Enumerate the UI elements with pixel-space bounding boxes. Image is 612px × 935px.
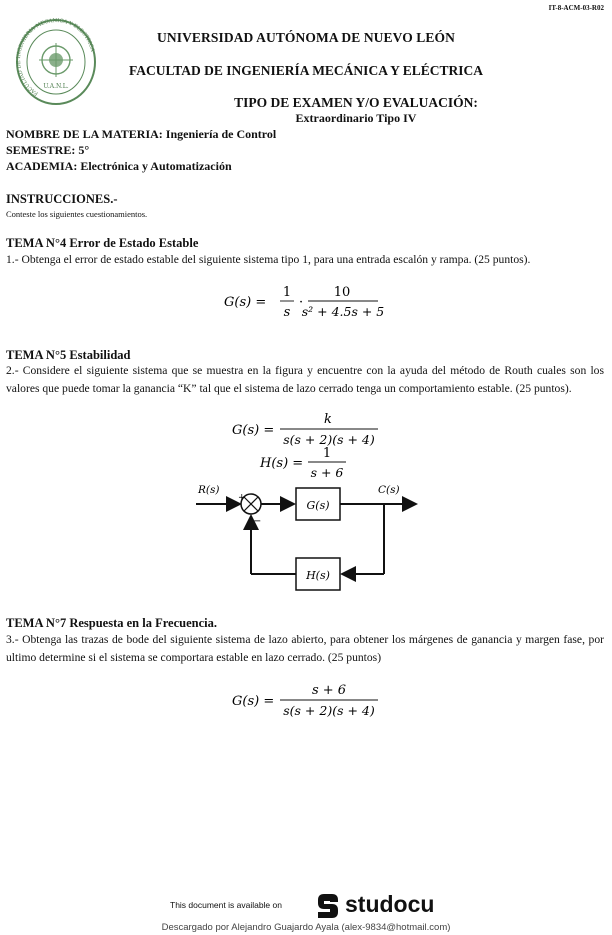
topic7-equation (228, 680, 398, 722)
exam-type-value: Extraordinario Tipo IV (295, 111, 417, 125)
university-name: UNIVERSIDAD AUTÓNOMA DE NUEVO LEÓN (157, 30, 455, 45)
topic5-h-den: s + 6 (310, 465, 344, 480)
topic5-h-num: 1 (322, 446, 332, 461)
studocu-brand: studocu (345, 891, 435, 917)
seal-bottom-text: U.A.N.L. (43, 83, 69, 90)
topic4-equation (220, 282, 390, 322)
topic7-eq-lhs: G(s) = (232, 694, 275, 709)
faculty-name: FACULTAD DE INGENIERÍA MECÁNICA Y ELÉCTRICA (129, 63, 483, 78)
instructions-text: Conteste los siguientes cuestionamientos. (6, 209, 148, 219)
topic5-h-lhs: H(s) = (260, 456, 304, 471)
forward-block-label: G(s) (306, 499, 330, 512)
semester-line: SEMESTRE: 5° (6, 143, 90, 157)
topic4-eq-dot: · (299, 295, 304, 310)
topic4-frac2-den: s² + 4.5s + 5 (301, 304, 385, 319)
topic4-eq-lhs: G(s) = (224, 295, 267, 310)
downloaded-by: Descargado por Alejandro Guajardo Ayala (alex-9834@hotmail.com) (161, 922, 451, 933)
topic5-g-num: k (324, 412, 332, 427)
topic5-text: 2.- Considere el siguiente sistema que se muestra en la figura y encuentre con la ayuda del método de Routh cuales son los valores que puede tomar la ganancia “K” tal que el sistema de lazo cerrado tenga un comportamiento estable. (25 puntos). (6, 364, 604, 395)
subject-line: NOMBRE DE LA MATERIA: Ingeniería de Control (6, 127, 277, 141)
topic7-heading: TEMA N°7 Respuesta en la Frecuencia. (6, 616, 218, 630)
topic5-g-den: s(s + 2)(s + 4) (283, 432, 375, 447)
feedback-block-label: H(s) (306, 569, 330, 582)
topic5-heading: TEMA N°5 Estabilidad (6, 348, 131, 362)
topic7-eq-den: s(s + 2)(s + 4) (283, 703, 375, 718)
available-text: This document is available on (170, 900, 282, 910)
seal-ring-text: FACULTAD DE INGENIERIA MECANICA Y ELECTRICA (16, 18, 96, 97)
document-code: IT-8-ACM-03-R02 (548, 4, 604, 12)
block-diagram (190, 480, 420, 600)
topic4-heading: TEMA N°4 Error de Estado Estable (6, 236, 199, 250)
input-label: R(s) (198, 484, 220, 496)
minus-sign: − (253, 516, 262, 527)
topic4-frac2-num: 10 (333, 285, 351, 300)
instructions-heading: INSTRUCCIONES.- (6, 192, 118, 206)
topic4-frac1-num: 1 (282, 285, 292, 300)
plus-sign: + (238, 493, 246, 503)
studocu-banner[interactable] (0, 888, 612, 922)
topic4-text: 1.- Obtenga el error de estado estable del siguiente sistema tipo 1, para una entrada escalón y rampa. (25 puntos). (6, 253, 531, 266)
topic5-equations (228, 408, 398, 480)
output-label: C(s) (378, 484, 400, 496)
topic4-frac1-den: s (283, 305, 291, 320)
topic7-eq-num: s + 6 (311, 683, 347, 698)
topic5-g-lhs: G(s) = (232, 423, 275, 438)
topic7-text: 3.- Obtenga las trazas de bode del siguiente sistema de lazo abierto, para obtener los márgenes de ganancia y margen fase, por ultimo determine si el sistema se comportara estable en lazo cerrado. (25 puntos) (6, 633, 604, 664)
studocu-logo-icon (312, 890, 342, 920)
exam-type-heading: TIPO DE EXAMEN Y/O EVALUACIÓN: (234, 95, 478, 110)
academy-line: ACADEMIA: Electrónica y Automatización (6, 159, 232, 173)
